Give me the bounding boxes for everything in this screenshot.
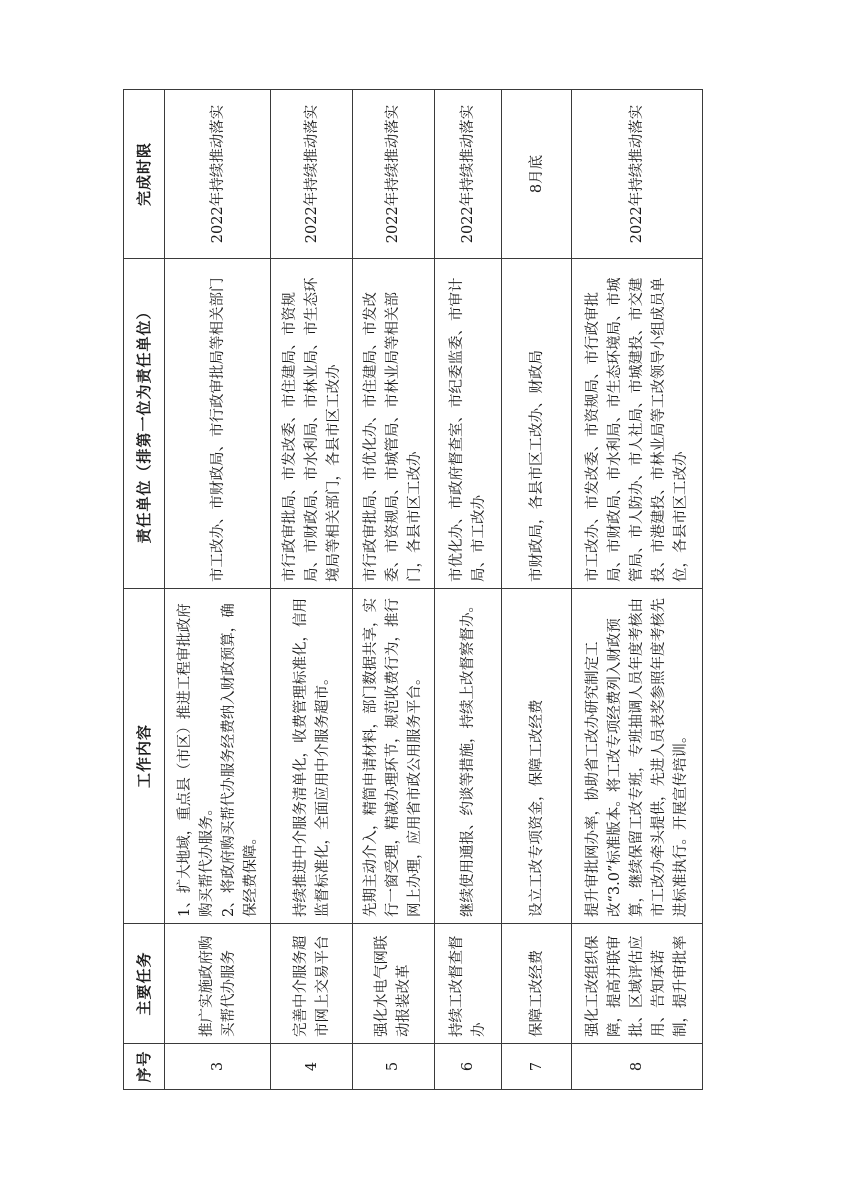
row-no: 4 [271,1044,353,1090]
row-content: 提升审批网办率，协助省工改办研究制定工改“3.0”标准版本。将工改专项经费列入财政预算，继续保留工改专班，专班抽调人员年度考核由市工改办牵头提供，先进人员表奖参照年度考核先进标准执行。开展宣传培训。 [572,589,703,924]
header-content: 工作内容 [124,589,165,924]
row-no: 3 [165,1044,271,1090]
header-units: 责任单位（排第一位为责任单位） [124,259,165,589]
row-task: 强化工改组织保障，提高并联审批、区域评估应用、告知承诺制，提升审批率 [572,924,703,1044]
table-row [572,90,703,1090]
row-no: 7 [502,1044,572,1090]
row-task: 持续工改督查督办 [434,924,502,1044]
table-row [502,90,572,1090]
row-no: 5 [352,1044,434,1090]
table-row [434,90,502,1090]
header-deadline: 完成时限 [124,90,165,259]
row-deadline: 2022年持续推动落实 [352,90,434,259]
row-content: 继续使用通报、约谈等措施，持续上改督察督办。 [434,589,502,924]
row-no: 6 [434,1044,502,1090]
row-deadline: 8月底 [502,90,572,259]
row-units: 市工改办、市财政局、市行政审批局等相关部门 [165,259,271,589]
row-deadline: 2022年持续推动落实 [271,90,353,259]
row-units: 市财政局，各县市区工改办、财政局 [502,259,572,589]
table-row [352,90,434,1090]
row-content: 先期主动介入，精简申请材料，部门数据共享，实行一窗受理，精减办理环节，规范收费行为，推行网上办理，应用省市政公用服务平台。 [352,589,434,924]
row-task: 完善中介服务超市网上交易平台 [271,924,353,1044]
row-task: 强化水电气网联动报装改革 [352,924,434,1044]
row-units: 市优化办、市政府督查室、市纪委监委、市审计局、市工改办 [434,259,502,589]
row-no: 8 [572,1044,703,1090]
table-row [165,90,271,1090]
row-content: 持续推进中介服务清单化，收费管理标准化，信用监督标准化，全面应用中介服务超市。 [271,589,353,924]
row-content: 设立工改专项资金，保障工改经费 [502,589,572,924]
row-deadline: 2022年持续推动落实 [572,90,703,259]
row-deadline: 2022年持续推动落实 [165,90,271,259]
header-task: 主要任务 [124,924,165,1044]
row-content: 1、扩大地域，重点县（市区）推进工程审批政府购买帮代办服务。 2、将政府购买帮代办服务经费纳入财政预算，确保经费保障。 [165,589,271,924]
task-table [123,89,703,1090]
row-task: 推广实施政府购买帮代办服务 [165,924,271,1044]
header-no: 序号 [124,1044,165,1090]
table-header-row [124,90,165,1090]
row-deadline: 2022年持续推动落实 [434,90,502,259]
rotated-table-page [123,90,703,1090]
row-units: 市行政审批局、市发改委、市住建局、市资规局、市财政局、市水利局、市林业局、市生态环境局等相关部门，各县市区工改办 [271,259,353,589]
row-task: 保障工改经费 [502,924,572,1044]
row-units: 市工改办、市发改委、市资规局、市行政审批局、市财政局、市水利局、市生态环境局、市城管局、市人防办、市人社局、市城建投、市交建投、市港建投、市林业局等工改领导小组成员单位，各县市区工改办 [572,259,703,589]
table-row [271,90,353,1090]
row-units: 市行政审批局、市优化办、市住建局、市发改委、市资规局、市城管局、市林业局等相关部门，各县市区工改办 [352,259,434,589]
